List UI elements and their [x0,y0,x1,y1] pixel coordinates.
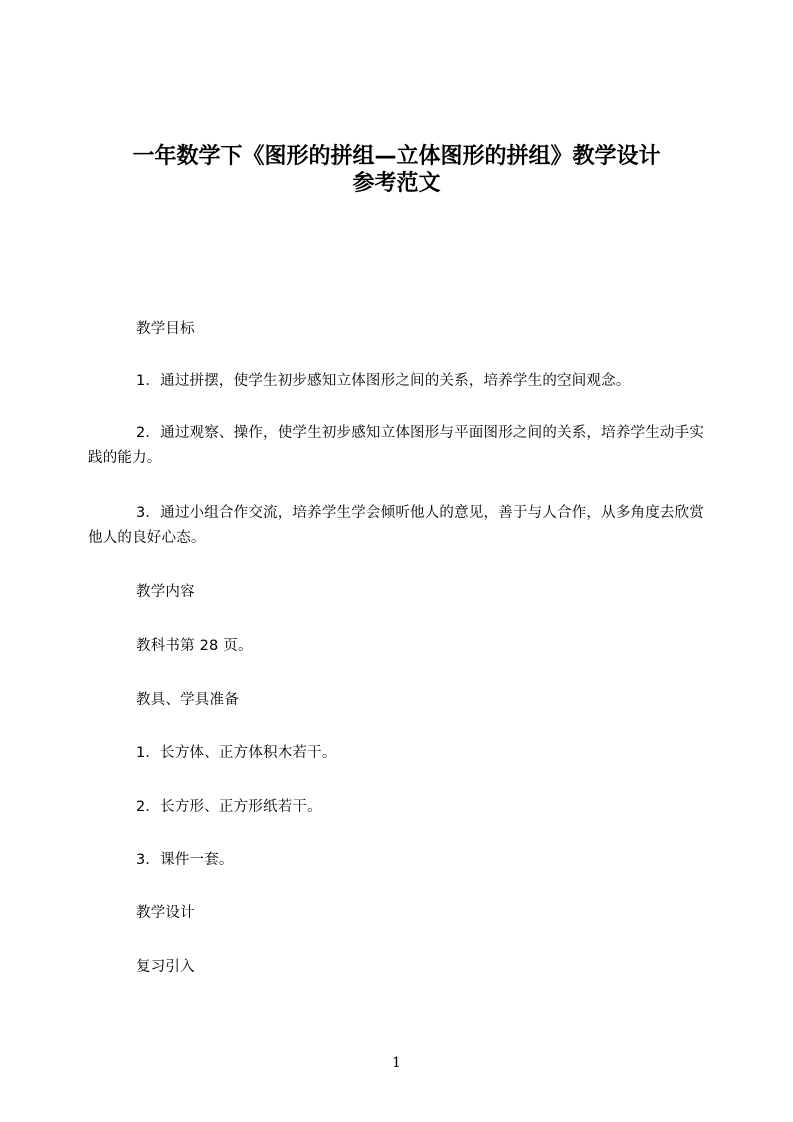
heading-materials: 教具、学具准备 [136,692,239,708]
page-number: 1 [392,1055,401,1071]
material-3: 3．课件一套。 [136,852,234,868]
material-1: 1．长方体、正方体积木若干。 [136,745,337,761]
objective-3: 3．通过小组合作交流，培养学生学会倾听他人的意见，善于与人合作，从多角度去欣赏他人的良好心态。 [88,505,705,546]
objective-1: 1．通过拼摆，使学生初步感知立体图形之间的关系，培养学生的空间观念。 [136,373,631,389]
heading-teaching-design: 教学设计 [136,905,195,921]
heading-teaching-content: 教学内容 [136,584,195,600]
heading-teaching-objectives: 教学目标 [136,321,195,337]
teaching-content-text: 教科书第 28 页。 [136,638,253,654]
heading-review-introduction: 复习引入 [136,959,195,975]
document-title-line-1: 一年数学下《图形的拼组—立体图形的拼组》教学设计 [132,144,661,169]
material-2: 2．长方形、正方形纸若干。 [136,799,322,815]
objective-2: 2．通过观察、操作，使学生初步感知立体图形与平面图形之间的关系，培养学生动手实践的能力。 [88,425,705,466]
document-title-line-2: 参考范文 [352,171,441,196]
